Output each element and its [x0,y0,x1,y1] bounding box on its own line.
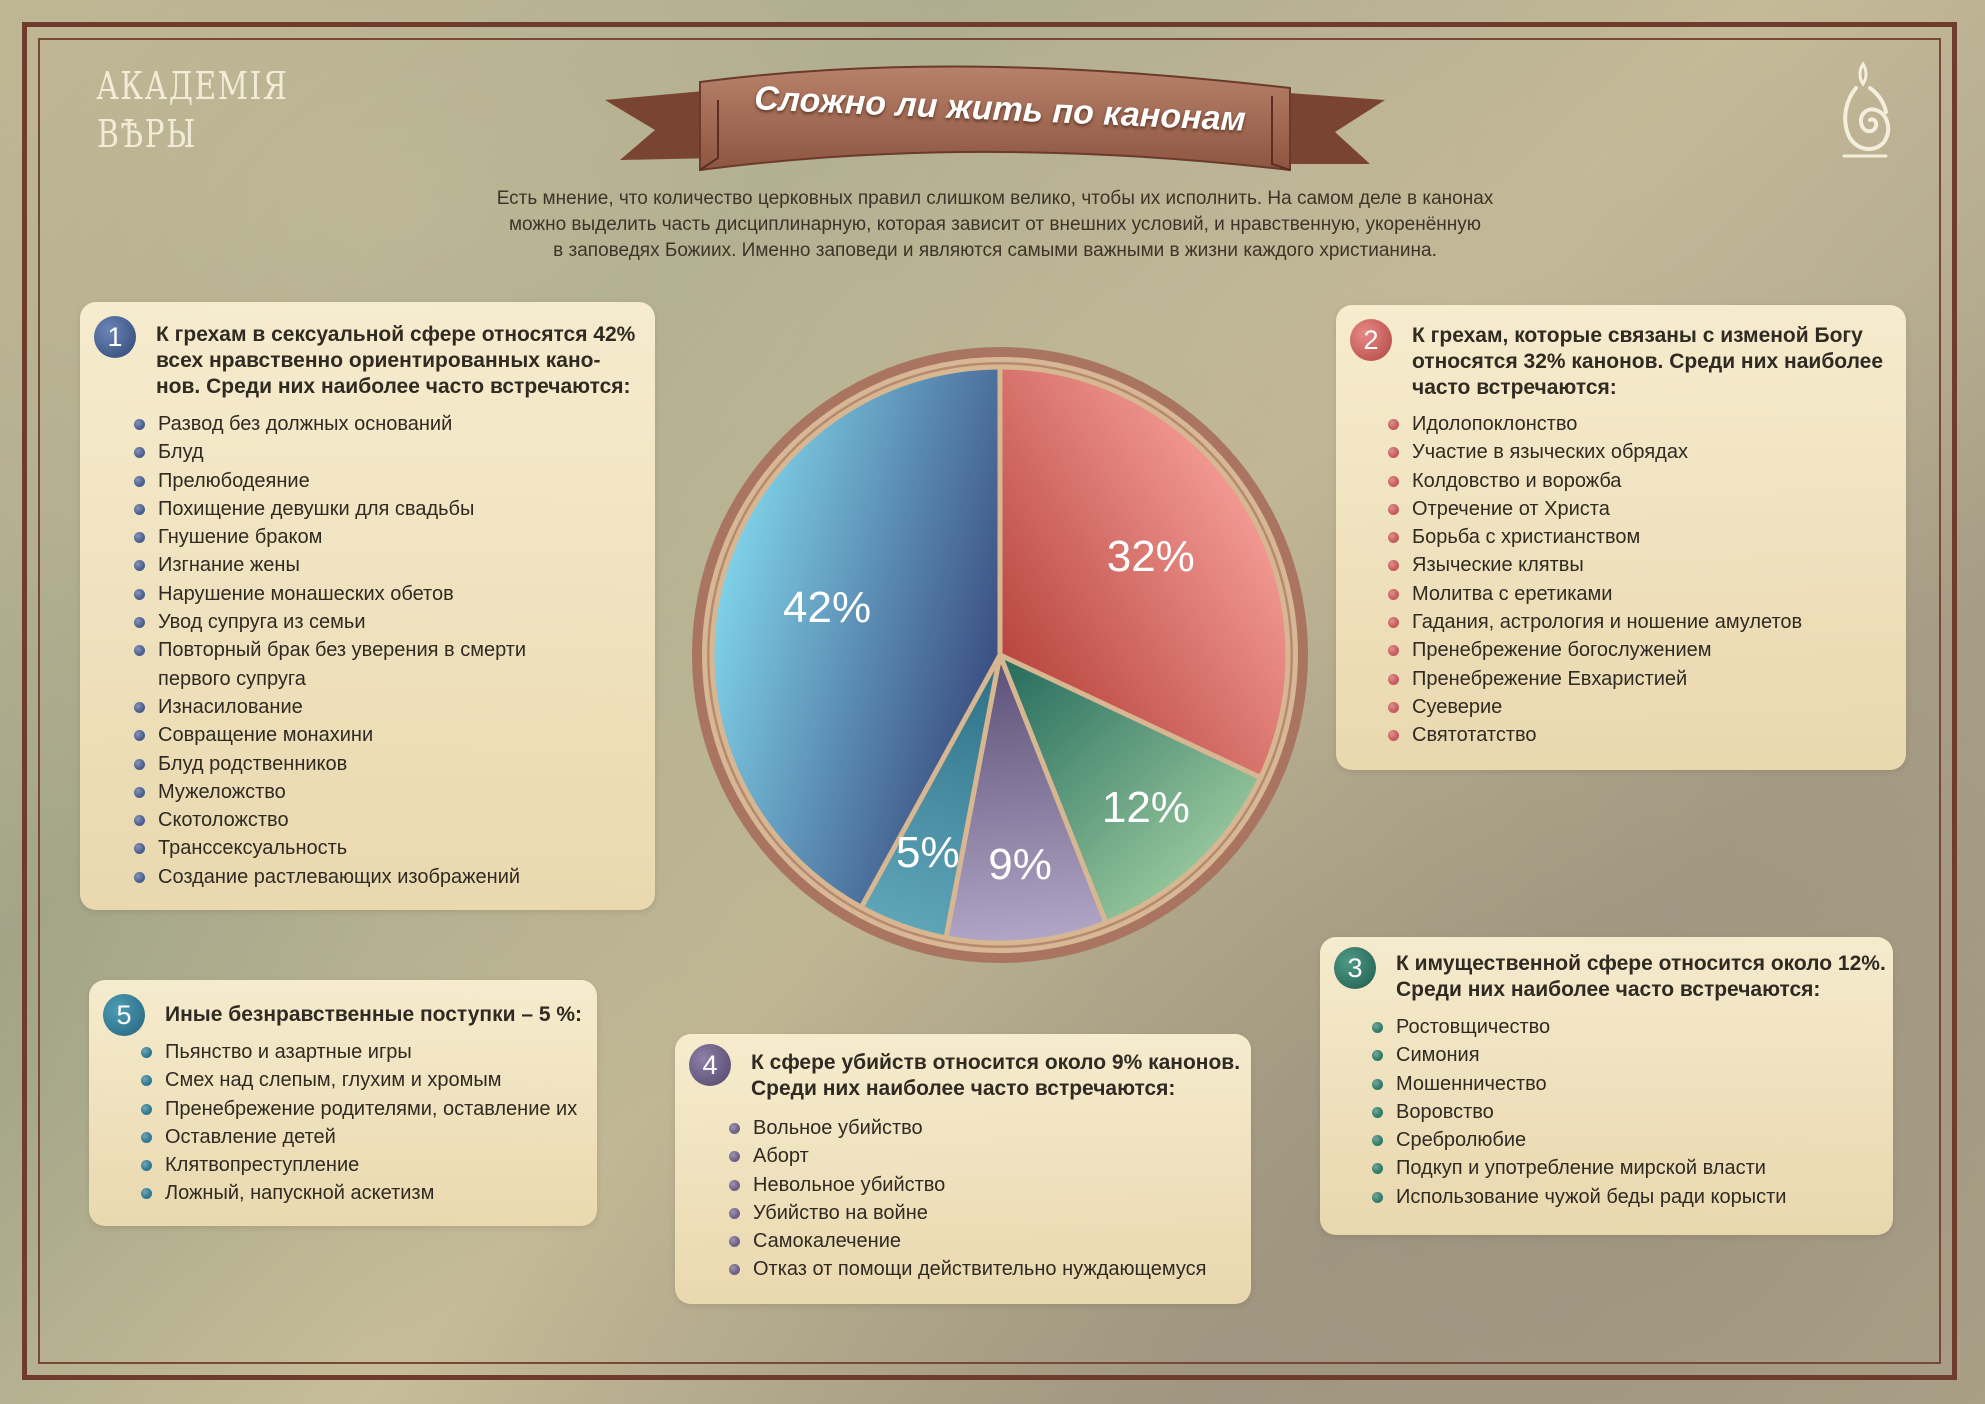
bullet-dot-icon [134,447,145,458]
bullet-dot-icon [1388,532,1399,543]
panel-1-list [134,410,604,891]
bullet-dot-icon [134,504,145,515]
bullet-dot-icon [134,843,145,854]
pie-label-32: 32% [1106,531,1195,581]
bullet-dot-icon [1388,645,1399,656]
panel-1-list-item: Блуд родственников [134,750,604,778]
panel-1-title: К грехам в сексуальной сфере относятся 42% всех нравственно ориентированных кано- нов. Среди них наиболее часто встречаются: [156,323,636,398]
panel-1-list-item: Гнушение браком [134,523,604,551]
panel-2-title: К грехам, которые связаны с изменой Богу относятся 32% канонов. Среди них наиболее часто встречаются: [1412,324,1884,399]
panel-3-title: К имущественной сфере относится около 12%. Среди них наиболее часто встречаются: [1396,952,1886,1001]
bullet-dot-icon [1372,1135,1383,1146]
page-title: Сложно ли жить по канонам [753,79,1247,139]
panel-5-list-item: Смех над слепым, глухим и хромым [141,1066,571,1094]
panel-2-list-item: Пренебрежение Евхаристией [1388,665,1868,693]
panel-2-list-item: Гадания, астрология и ношение амулетов [1388,608,1868,636]
pie-label-9: 9% [988,839,1052,889]
pie-label-5: 5% [896,828,960,878]
panel-3-list-item: Симония [1372,1041,1852,1069]
bullet-dot-icon [134,560,145,571]
bullet-dot-icon [1372,1192,1383,1203]
bullet-dot-icon [134,702,145,713]
panel-other-deeds [89,980,597,1226]
bullet-dot-icon [134,645,145,656]
panel-5-list [141,1038,578,1208]
panel-2-list-item: Отречение от Христа [1388,495,1868,523]
panel-2-list-item: Колдовство и ворожба [1388,467,1868,495]
panel-1-number-badge: 1 [94,316,136,358]
bullet-dot-icon [141,1132,152,1143]
panel-1-list-item: Повторный брак без уверения в смерти первого супруга [134,636,604,693]
panel-3-list-item: Ростовщичество [1372,1013,1852,1041]
panel-4-list-item: Самокалечение [729,1227,1209,1255]
bullet-dot-icon [729,1236,740,1247]
bullet-dot-icon [1372,1022,1383,1033]
panel-1-list-item: Создание растлевающих изображений [134,863,604,891]
bullet-dot-icon [1388,617,1399,628]
panel-4-list-item: Аборт [729,1142,1209,1170]
panel-4-list-item: Убийство на войне [729,1199,1209,1227]
bullet-dot-icon [134,759,145,770]
panel-2-list-item: Борьба с христианством [1388,523,1868,551]
bullet-dot-icon [1388,702,1399,713]
bullet-dot-icon [134,872,145,883]
panel-property-sphere [1320,937,1893,1235]
panel-5-list-item: Ложный, напускной аскетизм [141,1179,571,1207]
panel-1-list-item: Прелюбодеяние [134,467,604,495]
bullet-dot-icon [134,730,145,741]
panel-3-list-item: Сребролюбие [1372,1126,1852,1154]
panel-1-list-item: Транссексуальность [134,834,604,862]
bullet-dot-icon [729,1264,740,1275]
intro-line-3: в заповедях Божиих. Именно заповеди и являются самыми важными в жизни каждого христианина. [553,240,1437,261]
panel-3-list-item: Воровство [1372,1098,1852,1126]
bullet-dot-icon [134,815,145,826]
bullet-dot-icon [134,617,145,628]
bullet-dot-icon [1372,1050,1383,1061]
panel-1-list-item: Мужеложство [134,778,604,806]
bullet-dot-icon [729,1180,740,1191]
bullet-dot-icon [134,419,145,430]
panel-3-list-item: Мошенничество [1372,1070,1852,1098]
logo-line-2: ВѢРЫ [97,112,197,156]
panel-5-list-item: Пьянство и азартные игры [141,1038,571,1066]
panel-4-list-item: Невольное убийство [729,1171,1209,1199]
bullet-dot-icon [141,1104,152,1115]
panel-5-list-item: Клятвопреступление [141,1151,571,1179]
bullet-dot-icon [134,476,145,487]
intro-line-1: Есть мнение, что количество церковных правил слишком велико, чтобы их исполнить. На самом деле в канонах [496,188,1494,209]
bullet-dot-icon [1388,504,1399,515]
panel-2-number-badge: 2 [1350,319,1392,361]
pie-label-42: 42% [783,583,872,633]
panel-5-list-item: Оставление детей [141,1123,571,1151]
bullet-dot-icon [1388,730,1399,741]
panel-2-list-item: Суеверие [1388,693,1868,721]
panel-4-list-item: Отказ от помощи действительно нуждающемуся [729,1255,1209,1283]
panel-5-list-item: Пренебрежение родителями, оставление их [141,1095,571,1123]
panel-5-title: Иные безнравственные поступки – 5 %: [165,1003,583,1026]
bullet-dot-icon [134,787,145,798]
pie-label-12: 12% [1101,782,1190,832]
panel-1-list-item: Скотоложство [134,806,604,834]
bullet-dot-icon [1388,447,1399,458]
panel-1-list-item: Изнасилование [134,693,604,721]
bullet-dot-icon [1388,419,1399,430]
bullet-dot-icon [729,1151,740,1162]
panel-3-list-item: Подкуп и употребление мирской власти [1372,1154,1852,1182]
panel-sexual-sphere [80,302,655,910]
bullet-dot-icon [141,1047,152,1058]
bullet-dot-icon [141,1160,152,1171]
bullet-dot-icon [1372,1079,1383,1090]
bullet-dot-icon [1388,560,1399,571]
panel-4-list [729,1114,1209,1284]
panel-1-list-item: Изгнание жены [134,551,604,579]
panel-1-list-item: Совращение монахини [134,721,604,749]
panel-2-list-item: Идолопоклонство [1388,410,1868,438]
panel-1-list-item: Нарушение монашеских обетов [134,580,604,608]
panel-4-number-badge: 4 [689,1044,731,1086]
bullet-dot-icon [729,1208,740,1219]
panel-2-list-item: Святотатство [1388,721,1868,749]
bullet-dot-icon [1372,1163,1383,1174]
intro-text [480,186,1510,264]
panel-3-number-badge: 3 [1334,947,1376,989]
academy-logo [96,62,289,158]
panel-2-list-item: Участие в языческих обрядах [1388,438,1868,466]
snail-spiral-icon [1832,60,1894,160]
bullet-dot-icon [729,1123,740,1134]
panel-3-list-item: Использование чужой беды ради корысти [1372,1183,1852,1211]
bullet-dot-icon [141,1188,152,1199]
panel-3-list [1372,1013,1852,1211]
pie-chart [687,342,1313,968]
bullet-dot-icon [141,1075,152,1086]
panel-murder-sphere [675,1034,1251,1304]
panel-1-list-item: Увод супруга из семьи [134,608,604,636]
bullet-dot-icon [1372,1107,1383,1118]
bullet-dot-icon [1388,476,1399,487]
panel-4-title: К сфере убийств относится около 9% канонов. Среди них наиболее часто встречаются: [751,1051,1241,1100]
bullet-dot-icon [134,589,145,600]
intro-line-2: можно выделить часть дисциплинарную, которая зависит от внешних условий, и нравственную, укоренённую [508,214,1482,235]
panel-2-list-item: Языческие клятвы [1388,551,1868,579]
bullet-dot-icon [134,532,145,543]
bullet-dot-icon [1388,674,1399,685]
panel-5-number-badge: 5 [103,994,145,1036]
panel-betrayal-of-god [1336,305,1906,770]
panel-2-list-item: Молитва с еретиками [1388,580,1868,608]
panel-4-list-item: Вольное убийство [729,1114,1209,1142]
panel-2-list [1388,410,1868,750]
panel-1-list-item: Блуд [134,438,604,466]
bullet-dot-icon [1388,589,1399,600]
logo-line-1: АКАДЕМІЯ [96,64,289,108]
panel-2-list-item: Пренебрежение богослужением [1388,636,1868,664]
panel-1-list-item: Развод без должных оснований [134,410,604,438]
panel-1-list-item: Похищение девушки для свадьбы [134,495,604,523]
